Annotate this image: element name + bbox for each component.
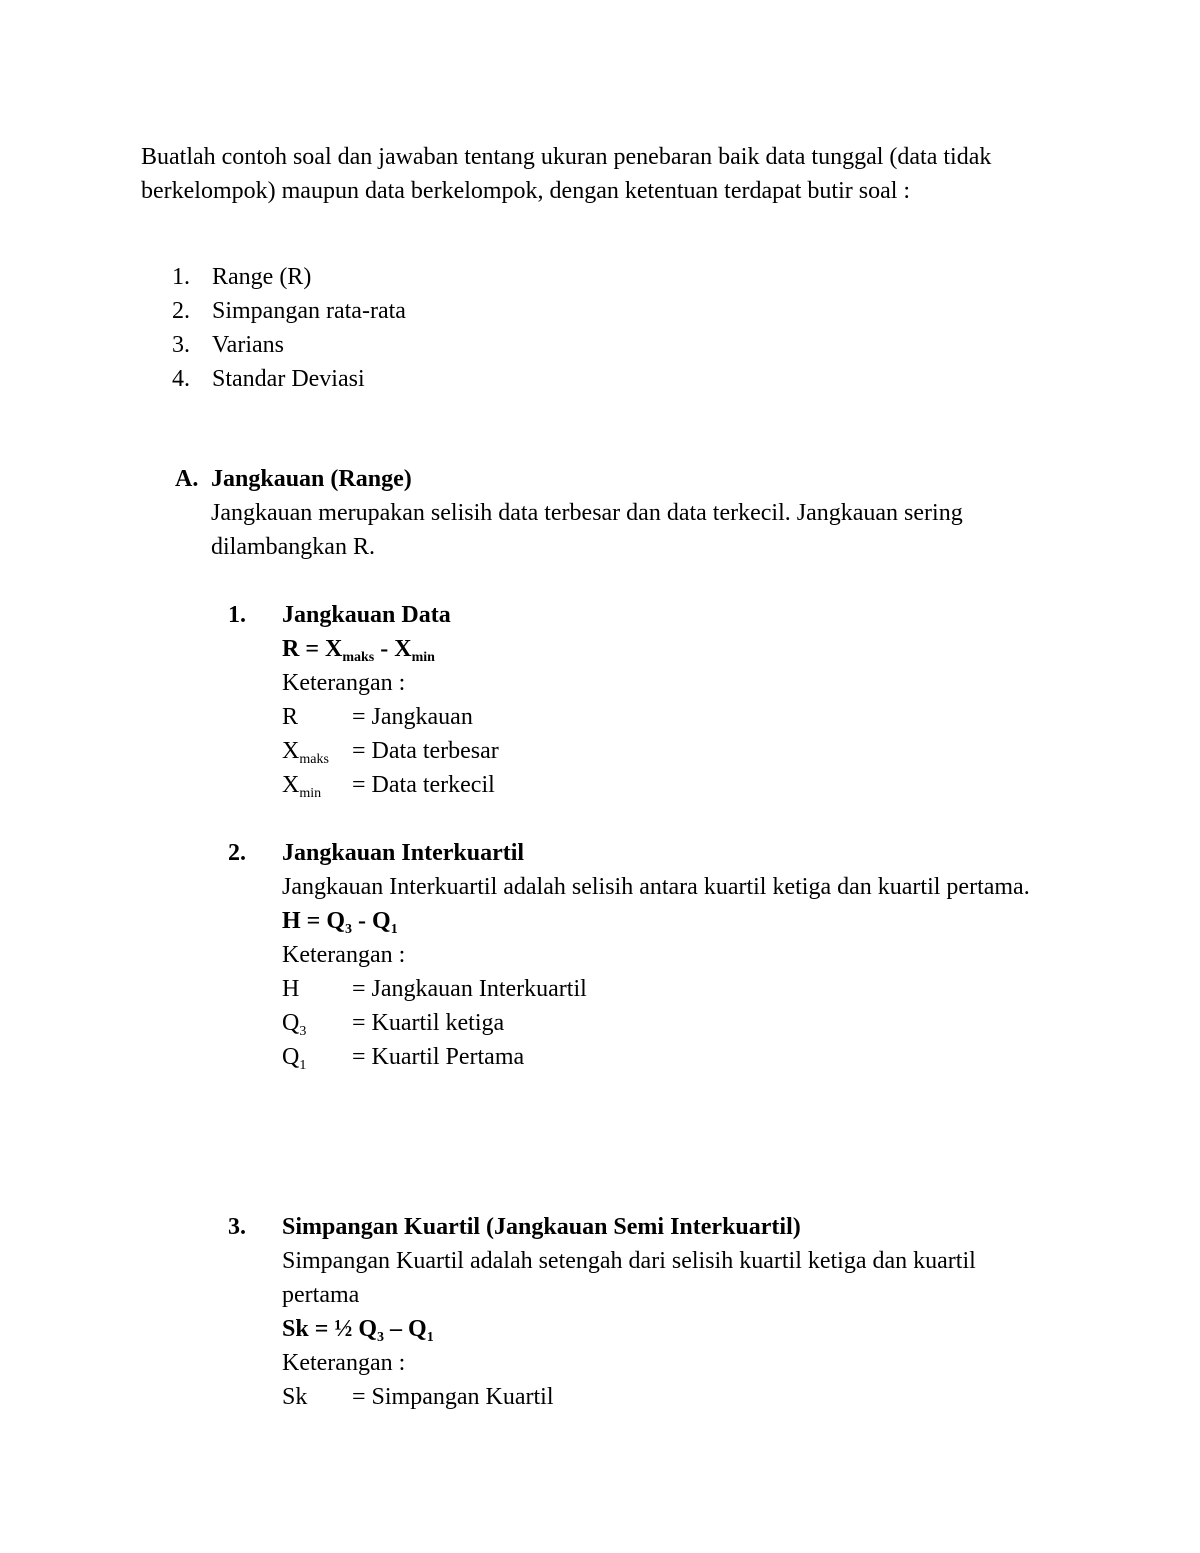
formula: Sk = ½ $Q_3 - Q_1$ [282,1316,434,1345]
formula: $H = Q_3 - Q_1$ [282,908,398,937]
legend-row: $Q_3$ = Kuartil ketiga [282,1010,505,1039]
formula: $R = X_{maks} - X_{min}$ [282,636,435,665]
keterangan-label: Keterangan : [282,942,406,968]
section-letter: A. [175,466,199,492]
list-item [172,362,406,396]
section-a-description: Jangkauan merupakan selisih data terbesar dan data terkecil. Jangkauan sering dilambangkan R. [211,500,963,560]
legend-row: $Q_1$ = Kuartil Pertama [282,1044,525,1073]
legend-row: $X_{maks}$ = Data terbesar [282,738,499,767]
list-number: 4. [172,366,190,392]
legend-row: R = Jangkauan [282,704,473,730]
subsection-description: Simpangan Kuartil adalah setengah dari selisih kuartil ketiga dan kuartil pertama [282,1248,976,1308]
list-item [172,328,406,362]
list-item [172,260,406,294]
section-a-heading [175,462,412,496]
section-title: Jangkauan (Range) [211,466,412,492]
list-label: Standar Deviasi [212,366,365,392]
keterangan-label: Keterangan : [282,1350,406,1376]
list-label: Simpangan rata-rata [212,298,406,324]
list-number: 3. [172,332,190,358]
subsection-title: Jangkauan Data [282,602,451,628]
subsection-description: Jangkauan Interkuartil adalah selisih antara kuartil ketiga dan kuartil pertama. [282,874,1030,900]
subsection-number: 1. [228,602,246,628]
legend-row: H = Jangkauan Interkuartil [282,976,587,1002]
list-label: Range (R) [212,264,312,290]
subsection-number: 3. [228,1214,246,1240]
list-number: 1. [172,264,190,290]
intro-paragraph: Buatlah contoh soal dan jawaban tentang ukuran penebaran baik data tunggal (data tidak berkelompok) maupun data berkelompok, dengan ketentuan terdapat butir soal : [141,144,992,204]
subsection-number: 2. [228,840,246,866]
list-number: 2. [172,298,190,324]
task-list [172,260,406,396]
subsection-title: Jangkauan Interkuartil [282,840,525,866]
list-label: Varians [212,332,284,358]
list-item [172,294,406,328]
subsection-title: Simpangan Kuartil (Jangkauan Semi Interkuartil) [282,1214,801,1240]
keterangan-label: Keterangan : [282,670,406,696]
legend-row: Sk = Simpangan Kuartil [282,1384,554,1410]
legend-row: $X_{min}$ = Data terkecil [282,772,495,801]
